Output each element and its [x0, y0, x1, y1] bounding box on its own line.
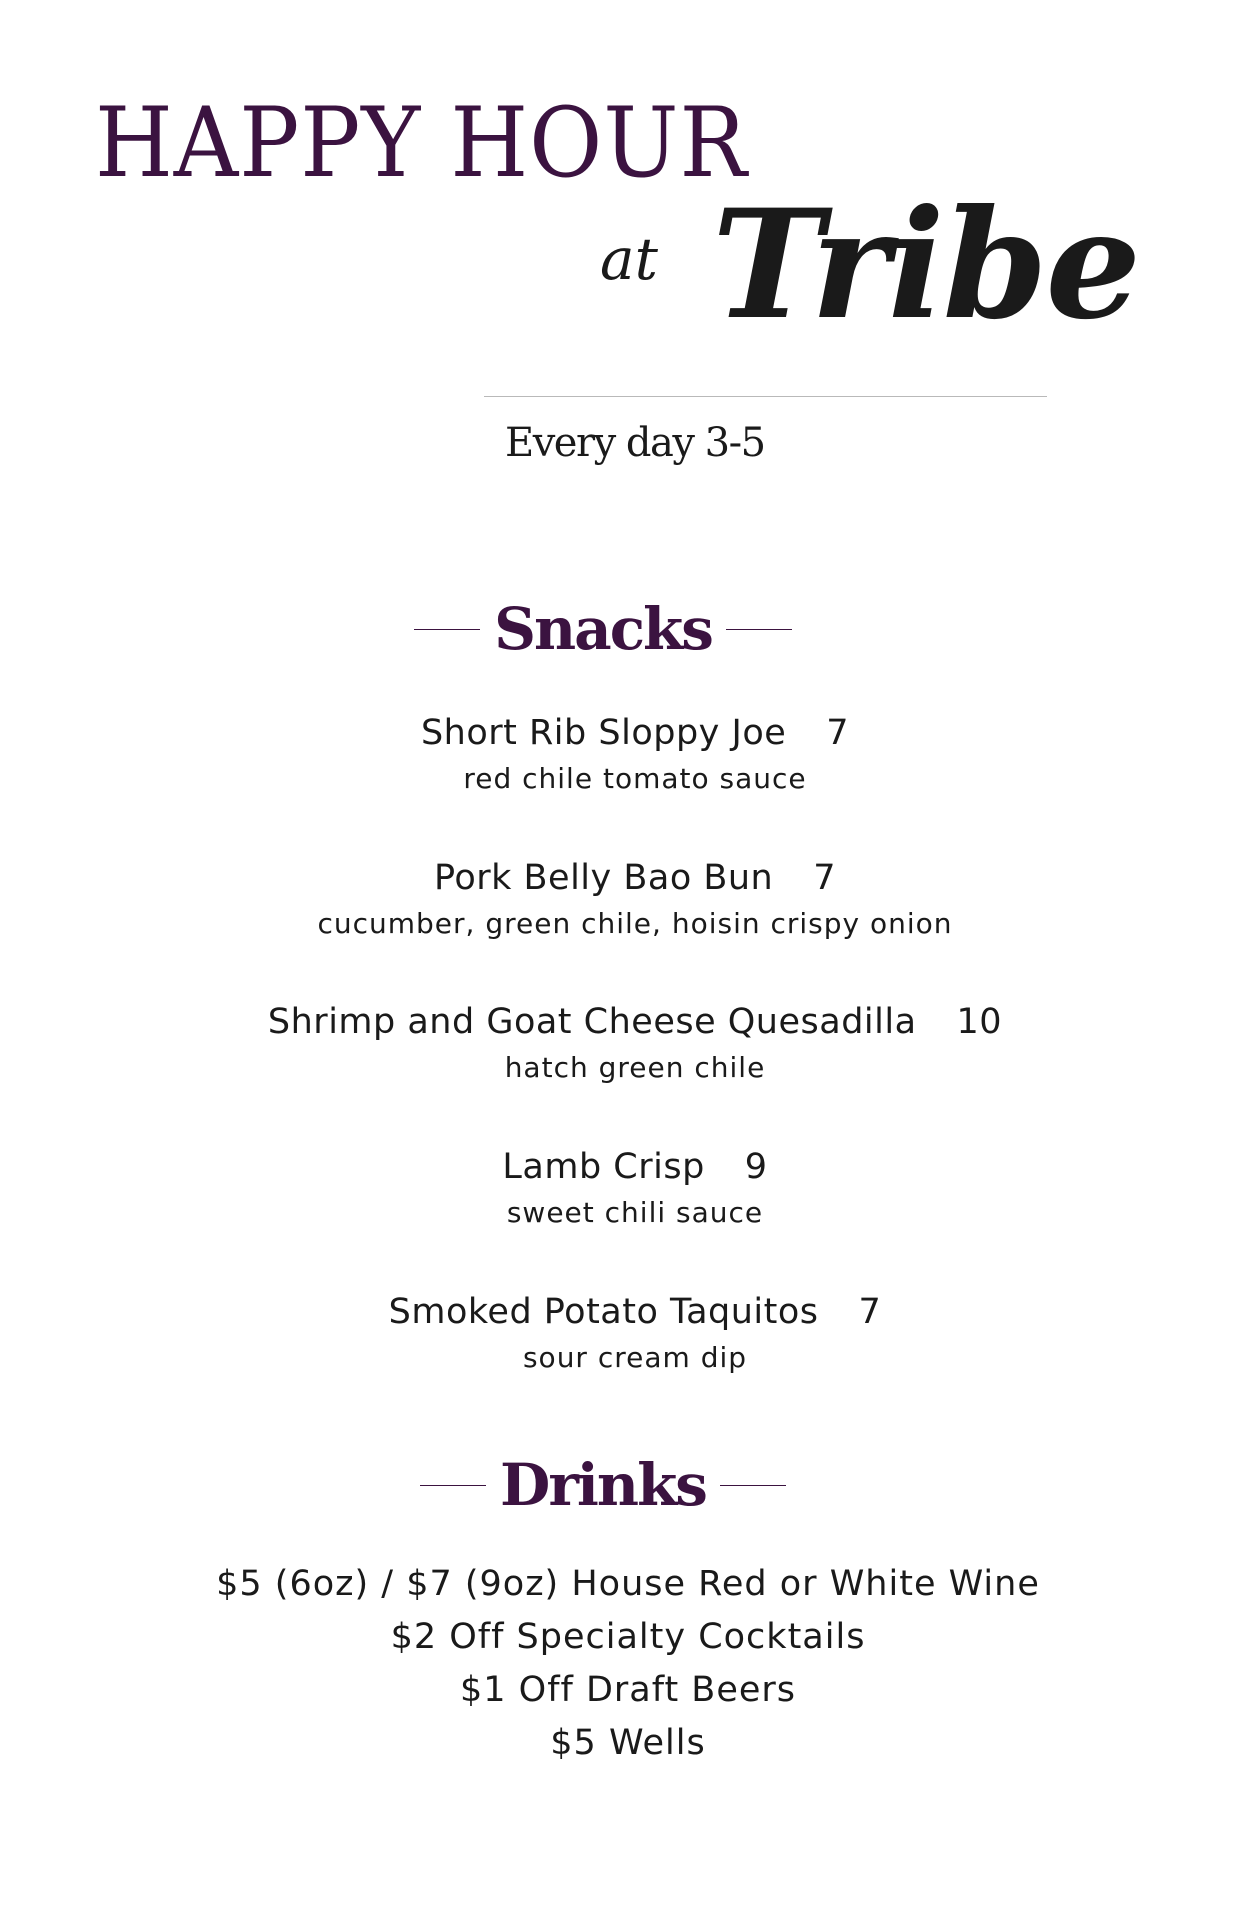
drink-line: $2 Off Specialty Cocktails: [390, 1617, 866, 1657]
heading-dash-left: [414, 629, 480, 630]
drinks-list: [0, 1558, 1243, 1770]
heading-dash-right: [720, 1485, 786, 1486]
drinks-heading-label: Drinks: [500, 1451, 706, 1519]
item-description: hatch green chile: [504, 1051, 766, 1084]
brand-logo-text: Tribe: [712, 177, 1140, 353]
item-price: 7: [858, 1292, 882, 1332]
page-title: HAPPY HOUR: [95, 87, 748, 199]
drink-line: $5 (6oz) / $7 (9oz) House Red or White Wine: [216, 1564, 1040, 1604]
menu-item: [0, 1291, 1243, 1374]
heading-dash-right: [726, 629, 792, 630]
item-name: Lamb Crisp: [502, 1147, 705, 1187]
item-description: red chile tomato sauce: [463, 762, 807, 795]
item-name: Smoked Potato Taquitos: [388, 1292, 819, 1332]
at-script-text: at: [600, 225, 658, 293]
snacks-heading: [0, 595, 1206, 663]
hours-text: Every day 3-5: [505, 420, 765, 466]
drinks-heading: [0, 1451, 1206, 1519]
drink-line: $1 Off Draft Beers: [459, 1670, 797, 1710]
item-description: sweet chili sauce: [506, 1196, 764, 1229]
snacks-heading-label: Snacks: [494, 595, 712, 663]
item-name: Shrimp and Goat Cheese Quesadilla: [267, 1002, 917, 1042]
item-description: sour cream dip: [522, 1341, 748, 1374]
heading-dash-left: [420, 1485, 486, 1486]
drink-line: $5 Wells: [550, 1723, 706, 1763]
menu-item: [0, 1146, 1243, 1229]
menu-item: [0, 857, 1243, 940]
header-divider: [484, 396, 1047, 397]
menu-item: [0, 1001, 1243, 1084]
item-description: cucumber, green chile, hoisin crispy onion: [317, 907, 953, 940]
item-price: 9: [744, 1147, 768, 1187]
item-name: Pork Belly Bao Bun: [433, 858, 774, 898]
item-price: 7: [813, 858, 837, 898]
item-price: 10: [956, 1002, 1003, 1042]
menu-item: [0, 712, 1243, 795]
item-name: Short Rib Sloppy Joe: [420, 713, 787, 753]
item-price: 7: [826, 713, 850, 753]
